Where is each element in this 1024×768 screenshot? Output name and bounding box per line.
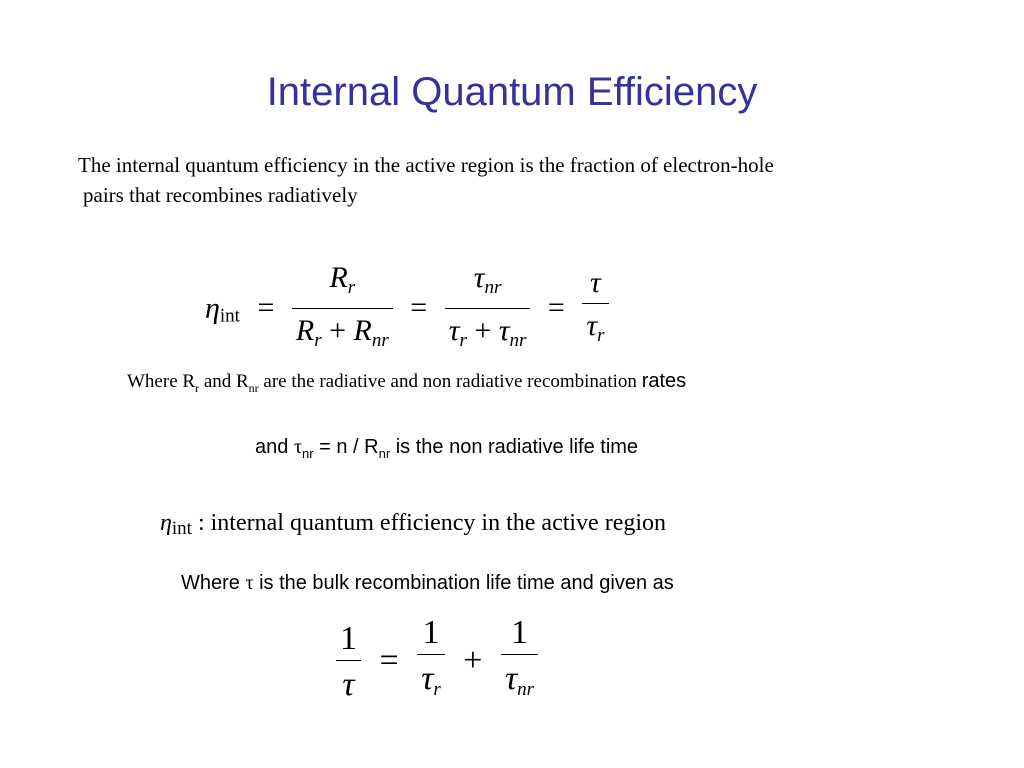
one-over-tau-nr (501, 612, 538, 714)
plus-sign: + (474, 314, 492, 347)
rate-denominator-r-sub: r (314, 330, 322, 351)
rates-explanation (127, 370, 686, 396)
rates-word: rates (641, 370, 687, 392)
eta-def-symbol: η (160, 510, 172, 536)
rate-denominator-nr: R (353, 314, 372, 347)
rates-text-suffix: are the radiative and non radiative recombination (258, 371, 642, 392)
tau-nr-sub: nr (517, 679, 535, 700)
rate-numerator: R (329, 261, 348, 294)
equals-sign: = (379, 641, 399, 679)
rate-numerator-sub: r (347, 277, 356, 298)
numerator-one: 1 (510, 614, 528, 651)
tau-r-den-sub: r (597, 325, 605, 346)
eta-symbol: η (205, 291, 220, 325)
slide-title: Internal Quantum Efficiency (266, 70, 758, 114)
intro-line-1: The internal quantum efficiency in the active region is the fraction of electron-hole (78, 153, 774, 177)
tau-nr-numerator-sub: nr (484, 277, 502, 298)
tau-symbol: τ (293, 436, 302, 458)
plus-sign: + (329, 314, 347, 347)
rate-fraction (292, 258, 393, 363)
tau-r-den: τ (586, 309, 598, 342)
rates-sub-nr: nr (248, 380, 259, 395)
rate-denominator-nr-sub: nr (371, 330, 389, 351)
rate-denominator-r: R (295, 314, 315, 347)
tau-r-denominator: τ (448, 314, 460, 347)
eta-def-subscript: int (171, 518, 192, 539)
and-prefix: and (255, 436, 294, 458)
numerator-one: 1 (340, 619, 357, 657)
eta-def-text: : internal quantum efficiency in the active region (191, 510, 667, 536)
rates-sub-r: r (195, 380, 200, 395)
where-prefix: Where (181, 572, 246, 594)
lifetime-fraction (445, 258, 531, 363)
tau-numerator: τ (590, 266, 601, 299)
r-nr-sub: nr (378, 446, 391, 461)
tau-r-denominator-sub: r (459, 330, 467, 351)
tau-nr-numerator: τ (473, 261, 485, 294)
eta-definition (160, 510, 666, 540)
bulk-lifetime-line (181, 572, 674, 595)
equals-sign: = (257, 291, 275, 325)
one-over-tau (336, 618, 361, 709)
intro-line-2: pairs that recombines radiatively (83, 183, 358, 207)
tau-r-denominator: τ (421, 660, 434, 697)
tau-nr-sub: nr (301, 446, 314, 461)
one-over-tau-r (417, 612, 445, 714)
n-over-r: n / R (336, 436, 379, 458)
tau-r-sub: r (433, 679, 441, 700)
numerator-one: 1 (422, 614, 440, 651)
tau-ratio-fraction (582, 263, 608, 358)
eta-subscript: int (219, 305, 240, 327)
plus-sign: + (463, 641, 483, 679)
equals-sign: = (410, 291, 428, 325)
intro-paragraph (78, 150, 774, 210)
tau-symbol: τ (245, 572, 254, 594)
efficiency-equation (205, 258, 609, 363)
tau-denominator: τ (342, 665, 355, 703)
tau-nr-denominator: τ (498, 314, 510, 347)
tau-nr-denominator: τ (504, 660, 518, 697)
bulk-lifetime-equation (336, 612, 538, 714)
rates-text-prefix: Where R (127, 371, 196, 392)
rates-text-mid: and R (199, 371, 249, 392)
equals-sign: = (547, 291, 565, 325)
where-suffix: is the bulk recombination life time and given as (253, 572, 674, 594)
tau-nr-denominator-sub: nr (509, 330, 527, 351)
nonradiative-lifetime-line (255, 436, 638, 461)
and-equals: = (313, 436, 337, 458)
and-suffix: is the non radiative life time (390, 436, 639, 458)
